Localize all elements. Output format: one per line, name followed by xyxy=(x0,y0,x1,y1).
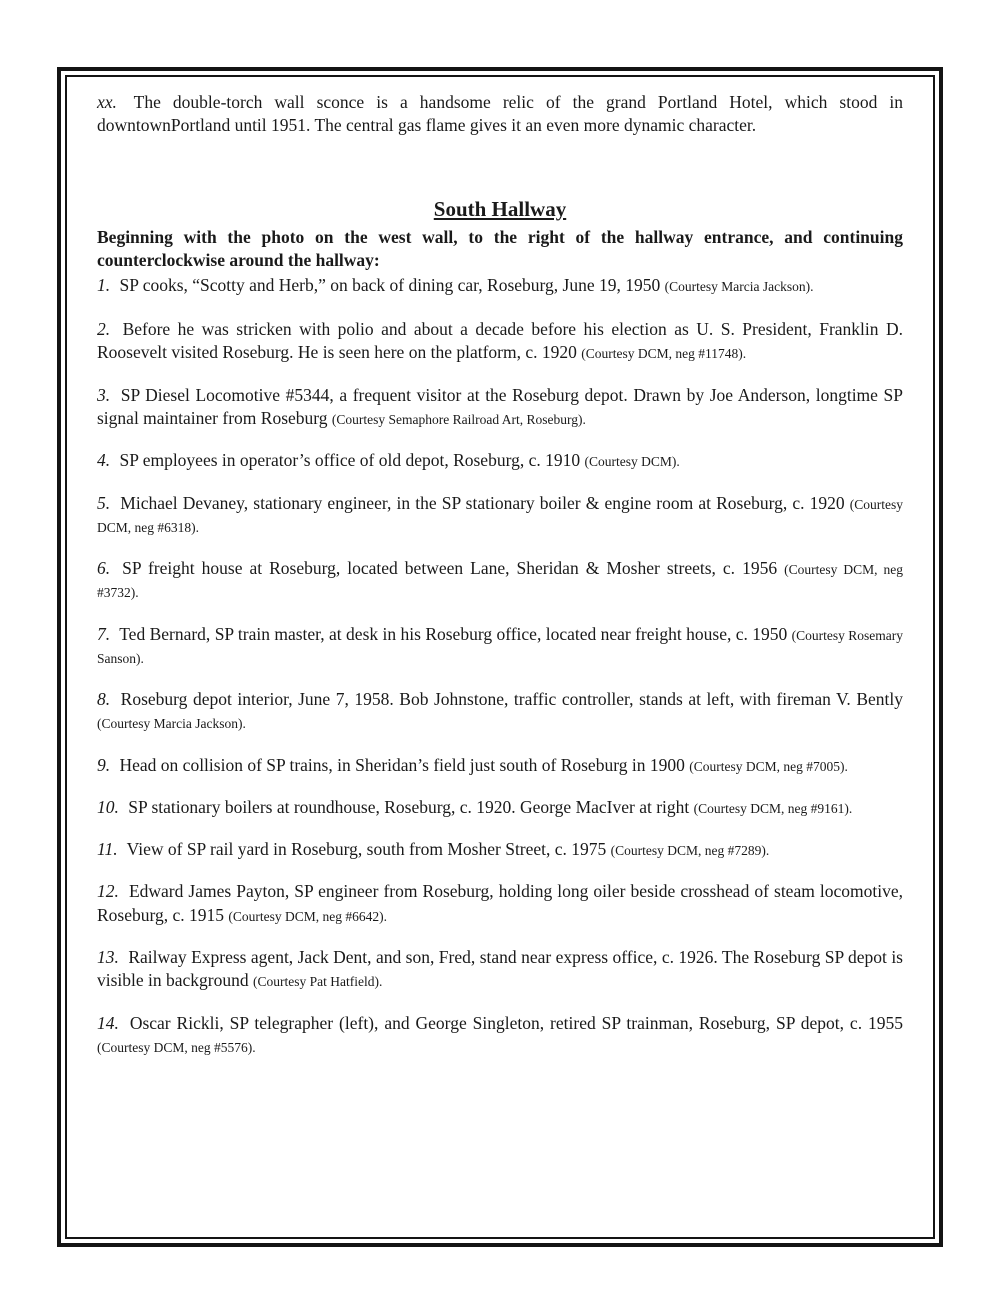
item-number: 6. xyxy=(97,558,111,579)
list-item xyxy=(97,557,903,604)
item-courtesy: (Courtesy DCM, neg #11748). xyxy=(581,346,747,362)
item-number: 2. xyxy=(97,319,111,340)
item-courtesy: (Courtesy Rosemary Sanson). xyxy=(97,627,904,666)
item-courtesy: (Courtesy Marcia Jackson). xyxy=(97,716,246,732)
item-text: SP employees in operator’s office of old depot, Roseburg, c. 1910 xyxy=(119,450,581,471)
page-border-inner xyxy=(65,75,935,1239)
lead-paragraph: Beginning with the photo on the west wall, to the right of the hallway entrance, and continuing counterclockwise around the hallway: xyxy=(97,227,903,271)
item-text: Before he was stricken with polio and about a decade before his election as U. S. President, Franklin D. Roosevelt visited Roseburg. He is seen here on the platform, c. 1920 xyxy=(97,319,903,363)
item-number: 8. xyxy=(97,689,111,710)
item-courtesy: (Courtesy DCM, neg #6318). xyxy=(97,496,904,535)
intro-text: The double-torch wall sconce is a handsome relic of the grand Portland Hotel, which stood in downtownPortland until 1951. The central gas flame gives it an even more dynamic character. xyxy=(97,92,903,136)
list-item xyxy=(97,838,903,861)
list-item xyxy=(97,449,903,472)
intro-paragraph xyxy=(97,91,903,138)
item-number: 14. xyxy=(97,1012,119,1033)
item-number: 13. xyxy=(97,947,119,967)
item-text: SP freight house at Roseburg, located between Lane, Sheridan & Mosher streets, c. 1956 xyxy=(122,558,778,579)
item-number: 9. xyxy=(97,754,111,775)
item-text: Roseburg depot interior, June 7, 1958. Bob Johnstone, traffic controller, stands at left, with fireman V. Bently xyxy=(120,689,904,710)
list-item xyxy=(97,880,903,927)
item-text: SP cooks, “Scotty and Herb,” on back of dining car, Roseburg, June 19, 1950 xyxy=(119,274,661,295)
item-courtesy: (Courtesy DCM, neg #5576). xyxy=(97,1039,256,1055)
item-courtesy: (Courtesy Semaphore Railroad Art, Roseburg). xyxy=(331,412,586,428)
item-text: Michael Devaney, stationary engineer, in the SP stationary boiler & engine room at Roseburg, c. 1920 xyxy=(120,492,845,513)
list-item xyxy=(97,796,903,819)
item-text: Edward James Payton, SP engineer from Roseburg, holding long oiler beside crosshead of steam locomotive, Roseburg, c. 1915 xyxy=(97,881,903,925)
intro-number: xx. xyxy=(97,92,117,112)
list-item xyxy=(97,274,903,297)
item-number: 12. xyxy=(97,881,119,902)
item-courtesy: (Courtesy DCM). xyxy=(584,454,680,470)
item-number: 3. xyxy=(97,384,111,405)
list-item xyxy=(97,384,903,431)
item-courtesy: (Courtesy Pat Hatfield). xyxy=(253,974,383,990)
item-text: View of SP rail yard in Roseburg, south from Mosher Street, c. 1975 xyxy=(126,839,607,860)
document-body xyxy=(97,91,903,1058)
item-courtesy: (Courtesy DCM, neg #9161). xyxy=(693,800,853,816)
item-courtesy: (Courtesy DCM, neg #7289). xyxy=(610,843,770,859)
item-text: Railway Express agent, Jack Dent, and son, Fred, stand near express office, c. 1926. The Roseburg SP depot is visible in background xyxy=(97,947,903,991)
item-number: 1. xyxy=(97,274,111,295)
list-item xyxy=(97,1012,903,1059)
item-text: Oscar Rickli, SP telegrapher (left), and George Singleton, retired SP trainman, Roseburg, SP depot, c. 1955 xyxy=(129,1012,904,1033)
list-item xyxy=(97,623,903,670)
item-courtesy: (Courtesy DCM, neg #6642). xyxy=(228,908,388,924)
item-text: SP Diesel Locomotive #5344, a frequent visitor at the Roseburg depot. Drawn by Joe Anderson, longtime SP signal maintainer from Roseburg xyxy=(97,384,904,429)
item-courtesy: (Courtesy Marcia Jackson). xyxy=(664,278,814,294)
list-item xyxy=(97,754,903,777)
list-item xyxy=(97,318,903,365)
item-number: 5. xyxy=(97,492,111,513)
item-number: 11. xyxy=(97,839,118,860)
list-item xyxy=(97,946,903,993)
item-number: 4. xyxy=(97,450,111,471)
page-border-outer xyxy=(57,67,943,1247)
list-item xyxy=(97,688,903,735)
item-number: 10. xyxy=(97,796,119,817)
item-text: Ted Bernard, SP train master, at desk in his Roseburg office, located near freight house, c. 1950 xyxy=(119,623,788,644)
item-number: 7. xyxy=(97,623,111,644)
item-text: SP stationary boilers at roundhouse, Roseburg, c. 1920. George MacIver at right xyxy=(128,796,690,817)
section-heading: South Hallway xyxy=(433,196,567,221)
list-item xyxy=(97,492,903,539)
item-courtesy: (Courtesy DCM, neg #3732). xyxy=(97,562,903,601)
item-text: Head on collision of SP trains, in Sheridan’s field just south of Roseburg in 1900 xyxy=(119,754,685,775)
item-courtesy: (Courtesy DCM, neg #7005). xyxy=(689,758,848,774)
